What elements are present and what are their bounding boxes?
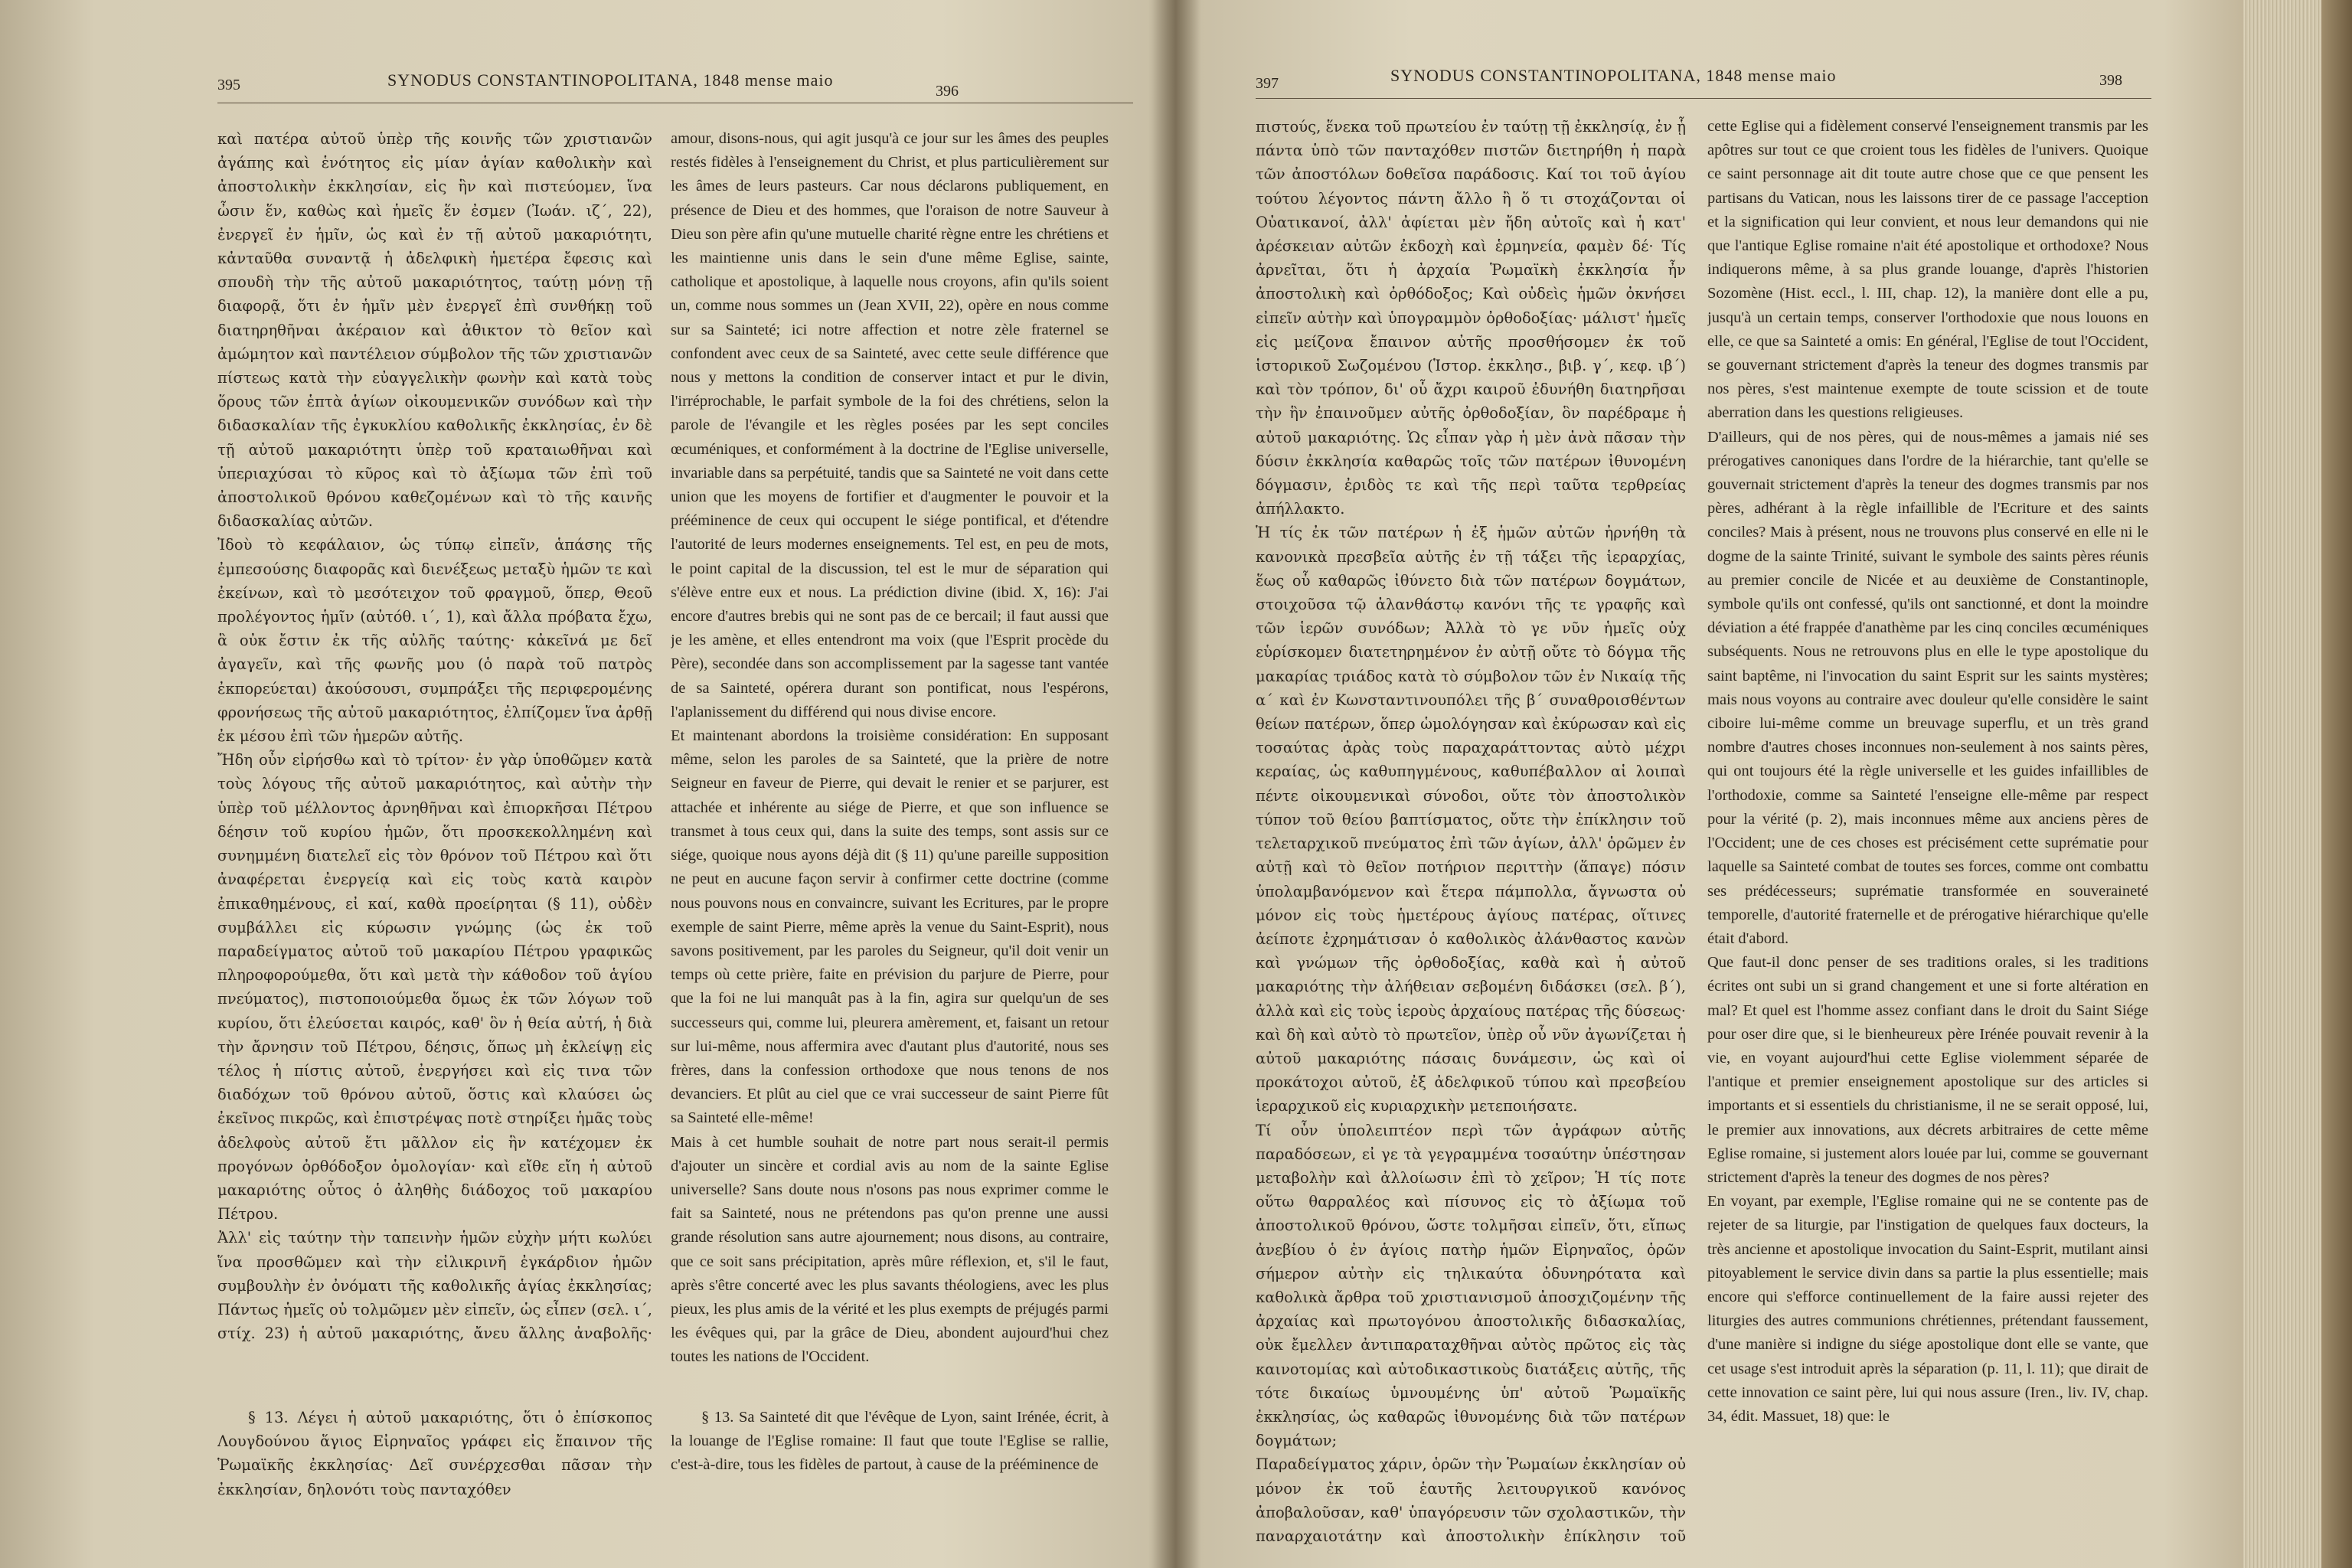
running-head-left: SYNODUS CONSTANTINOPOLITANA, 1848 mense maio — [387, 70, 834, 90]
greek-paragraph: πιστούς, ἕνεκα τοῦ πρωτείου ἐν ταύτῃ τῇ ἐκκλησίᾳ, ἐν ᾗ πάντα ὑπὸ τῶν πανταχόθεν πιστῶν διετηρήθη ἡ παρὰ τῶν ἀποστόλων δοθεῖσα παράδοσις. Καί τοι τοῦ ἁγίου τούτου λέγοντος πάντη ἄλλο ἢ ὅ τι στοχάζονται οἱ Οὐατικανοί, ἀλλ' ἀφίεται μὲν ἤδη αὐτοῖς καὶ ἡ κατ' ἀρέσκειαν αὐτῶν ἐκδοχὴ καὶ ἑρμηνεία, φαμὲν δέ· Τίς ἀρνεῖται, ὅτι ἡ ἀρχαία Ῥωμαϊκὴ ἐκκλησία ἦν ἀποστολικὴ καὶ ὀρθόδοξος; Καὶ οὐδεὶς ἡμῶν ὀκνήσει εἰπεῖν αὐτὴν καὶ ὑπογραμμὸν ὀρθοδοξίας· μάλιστ' ἡμεῖς εἰς μείζονα ἔπαινον αὐτῆς προσθήσομεν ἐκ τοῦ ἱστορικοῦ Σωζομένου (Ἱστορ. ἐκκλησ., βιβ. γ΄, κεφ. ιβ΄) καὶ τὸν τρόπον, δι' οὗ ἄχρι καιροῦ ἐδυνήθη διατηρῆσαι τὴν ἣν ἐπαινοῦμεν αὐτῆς ὀρθοδοξίαν, ὃν παρέδραμε ἡ αὐτοῦ μακαριότης. Ὡς εἶπαν γὰρ ἡ μὲν ἀνὰ πᾶσαν τὴν δύσιν ἐκκλησία καθαρῶς τοῖς τῶν πατέρων ἰθυνομένη δόγμασιν, ἐριδὸς τε καὶ τῆς περὶ ταῦτα τερθρείας ἀπήλλακτο. — [1256, 118, 1686, 518]
greek-paragraph: Ἡ τίς ἐκ τῶν πατέρων ἡ ἐξ ἡμῶν αὐτῶν ἠρνήθη τὰ κανονικὰ πρεσβεῖα αὐτῆς ἐν τῇ τάξει τῆς ἱεραρχίας, ἕως οὗ καθαρῶς ἰθύνετο διὰ τῶν πατέρων δογμάτων, στοιχοῦσα τῷ ἀλανθάστῳ κανόνι τῆς τε γραφῆς καὶ τῶν ἱερῶν συνόδων; Ἀλλὰ τὸ γε νῦν ἡμεῖς οὐχ εὑρίσκομεν διατετηρημένον ἐν αὐτῇ οὔτε τὸ δόγμα τῆς μακαρίας τριάδος κατὰ τὸ σύμβολον τῶν ἐν Νικαίᾳ τῆς α΄ καὶ ἐν Κωνσταντινουπόλει τῆς β΄ συναθροισθέντων θείων πατέρων, ὅπερ ὡμολόγησαν καὶ ἐκύρωσαν καὶ εἰς τοσαύτας ἀρὰς τοὺς παραχαράττοντας αὐτὸ μέχρι κεραίας, ὡς καθυπηγμένους, καθυπέβαλλον αἱ λοιπαὶ πέντε οἰκουμενικαὶ σύνοδοι, οὔτε τὸν ἀποστολικὸν τύπον τοῦ θείου βαπτίσματος, οὔτε τὴν ἐπίκλησιν τοῦ τελεταρχικοῦ πνεύματος ἐπὶ τῶν ἁγίων, ἀλλ' ὁρῶμεν ἐν αὐτῇ καὶ τὸ θεῖον ποτήριον περιττὴν (ἅπαγε) πόσιν ὑπολαμβανόμενον καὶ ἕτερα πάμπολλα, ἄγνωστα οὐ μόνον εἰς τοὺς ἡμετέρους ἁγίους πατέρας, οἵτινες ἀείποτε ἐχρημάτισαν ὁ καθολικὸς ἀλάνθαστος κανὼν καὶ γνώμων τῆς ὀρθοδοξίας, καθὰ καὶ ἡ αὐτοῦ μακαριότης τὴν ἀλήθειαν σεβομένη διδάσκει (σελ. β΄), ἀλλὰ καὶ εἰς τοὺς ἱεροὺς ἀρχαίους πατέρας τῆς δύσεως· καὶ δὴ καὶ αὐτὸ τὸ πρωτεῖον, ὑπὲρ οὗ νῦν ἀγωνίζεται ἡ αὐτοῦ μακαριότης πάσαις δυνάμεσιν, ὡς καὶ οἱ προκάτοχοι αὐτοῦ, ἐξ ἀδελφικοῦ τύπου καὶ πρεσβείου ἱεραρχικοῦ εἰς κυριαρχικὴν μετεποιήσατε. — [1256, 524, 1686, 1116]
page-number-left: 395 — [217, 77, 240, 93]
left-page — [0, 0, 1171, 1568]
running-head-right: SYNODUS CONSTANTINOPOLITANA, 1848 mense maio — [1390, 66, 1837, 85]
french-paragraph: D'ailleurs, qui de nos pères, qui de nous-mêmes a jamais nié ses prérogatives canoniques dans l'ordre de la hiérarchie, tant qu'elle se gouvernait strictement d'après la teneur des dogmes transmis par nos pères, adhérant à la règle infaillible de l'Ecriture et des saints conciles? Mais à présent, nous ne trouvons plus conservé en elle ni le dogme de la sainte Trinité, suivant le symbole des saints pères réunis au premier concile de Nicée et au deuxième de Constantinople, symbole qu'ils ont confessé, qu'ils ont sanctionné, et dont la moindre déviation a été frappée d'anathème par les cinq conciles œcuméniques subséquents. Nous ne retrouvons plus en elle le type apostolique du saint baptême, ni l'invocation du saint Esprit sur les saints mystères; mais nous voyons au contraire avec douleur qu'elle considère le saint ciboire lui-même comme un breuvage superflu, et un très grand nombre d'autres choses inconnues non-seulement à nos saints pères, qui ont toujours été la règle universelle et les guides infaillibles de l'orthodoxie, comme sa Sainteté l'enseigne elle-même par respect pour la vérité (p. 2), mais inconnues même aux anciens pères de l'Occident; une de ces choses est précisément cette suprématie pour laquelle sa Sainteté combat de toutes ses forces, comme ont combattu ses prédécesseurs; suprématie transformée en souveraineté temporelle, d'autorité fraternelle et de prérogative hiérarchique qu'elle était d'abord. — [1707, 428, 2148, 947]
page-number-right: 396 — [936, 83, 959, 100]
right-page — [1179, 0, 2243, 1568]
page-number-left: 397 — [1256, 75, 1279, 92]
section-13-french: § 13. Sa Sainteté dit que l'évêque de Lyon, saint Irénée, écrit, à la louange de l'Eglise romaine: Il faut que toute l'Eglise se rallie, c'est-à-dire, tous les fidèles de partout, à cause de la prééminence de — [671, 1409, 1109, 1474]
greek-section-13 — [217, 1387, 652, 1540]
french-column-right — [1707, 115, 2148, 1547]
french-paragraph: Et maintenant abordons la troisième considération: En supposant même, selon les paroles de sa Sainteté, que la prière de notre Seigneur en faveur de Pierre, qui devait le renier et se parjurer, est attachée et inhérente au siége de Pierre, et que son influence se transmet à tous ceux qui, dans la suite des temps, sont assis sur ce siége, quoique nous ayons déjà dit (§ 11) qu'une pareille supposition ne peut en aucune façon servir à confirmer cette doctrine (comme nous pouvons nous en convaincre, suivant les Ecritures, par le propre exemple de saint Pierre, même après la venue du Saint-Esprit), nous savons positivement, par les paroles du Seigneur, qu'il doit venir un temps où cette prière, faite en prévision du parjure de Pierre, pour que la foi ne lui manquât pas à la fin, agira sur quelqu'un de ses successeurs qui, comme lui, pleurera amèrement, et, faisant un retour sur lui-même, nous affermira avec d'autant plus d'autorité, nous ses frères, dans la confession orthodoxe que nous tenons de nos devanciers. Et plût au ciel que ce vrai successeur de saint Pierre fût sa Sainteté elle-même! — [671, 727, 1109, 1127]
greek-paragraph: καὶ πατέρα αὐτοῦ ὑπὲρ τῆς κοινῆς τῶν χριστιανῶν ἀγάπης καὶ ἑνότητος εἰς μίαν ἁγίαν καθολικὴν καὶ ἀποστολικὴν ἐκκλησίαν, εἰς ἣν καὶ πιστεύομεν, ἵνα ὦσιν ἕν, καθὼς καὶ ἡμεῖς ἕν ἐσμεν (Ἰωάν. ιζ΄, 22), ἐνεργεῖ ἐν ἡμῖν, ὡς καὶ ἐν τῇ αὐτοῦ μακαριότητι, κἀνταῦθα συναντᾷ ἡ ἀδελφικὴ ἡμετέρα ἔφεσις καὶ σπουδὴ τὴν τῆς αὐτοῦ μακαριότητος, ταύτῃ μόνῃ τῇ διαφορᾷ, ὅτι ἐν ἡμῖν μὲν ἐνεργεῖ ἐπὶ συνθήκῃ τοῦ διατηρηθῆναι ἀκέραιον καὶ ἀθικτον τὸ θεῖον καὶ ἀμώμητον καὶ παντέλειον σύμβολον τῆς τῶν χριστιανῶν πίστεως κατὰ τὴν εὐαγγελικὴν φωνὴν καὶ κατὰ τοὺς ὅρους τῶν ἑπτὰ ἁγίων οἰκουμενικῶν συνόδων καὶ τὴν διδασκαλίαν τῆς ἐγκυκλίου καθολικῆς ἐκκλησίας, ἐν δὲ τῇ αὐτοῦ μακαριότητι ὑπὲρ τοῦ κραταιωθῆναι καὶ ὑπεριαχύσαι τὸ κῦρος καὶ τὸ ἀξίωμα τῶν ἐπὶ τοῦ ἀποστολικοῦ θρόνου καθεζομένων καὶ τὸ τῆς καινῆς διδασκαλίας αὐτῶν. — [217, 130, 652, 531]
french-paragraph: Que faut-il donc penser de ses traditions orales, si les traditions écrites ont subi un si grand changement et une si forte altération en mal? Et quel est l'homme assez confiant dans le droit du Saint Siége pour oser dire que, si le bienheureux père Irénée pouvait revenir à la vie, en voyant aujourd'hui cette Eglise violemment séparée de l'antique et premier enseignement apostolique sur des articles si importants et si essentiels du christianisme, il ne se serait opposé, lui, le premier aux innovations, aux décrets arbitraires de cette même Eglise romaine, si justement alors louée par lui, comme se gouvernant strictement d'après la teneur des dogmes de nos pères? — [1707, 954, 2148, 1186]
page-number-right: 398 — [2099, 72, 2122, 89]
french-paragraph: amour, disons-nous, qui agit jusqu'à ce jour sur les âmes des peuples restés fidèles à l'enseignement du Christ, et plus particulièrement sur les âmes de leurs pasteurs. Car nous déclarons publiquement, en présence de Dieu et des hommes, que l'oraison de notre Sauveur à Dieu son père afin qu'une mutuelle charité règne entre les chrétiens et les maintienne unis dans le sein d'une même Eglise, sainte, catholique et apostolique, à laquelle nous croyons, afin qu'ils soient un, comme nous sommes un (Jean XVII, 22), opère en nous comme sur sa Sainteté; ici notre affection et notre zèle fraternel se confondent avec ceux de sa Sainteté, avec cette seule différence que nous y mettons la condition de conserver intact et pur le divin, l'irréprochable, le parfait symbole de la foi des chrétiens, selon la parole de l'évangile et les règles posées par les sept conciles œcuméniques, et conformément à la doctrine de l'Eglise universelle, invariable dans sa perpétuité, tandis que sa Sainteté ne voit dans cette union que les moyens de fortifier et d'augmenter le pouvoir et la prééminence de ceux qui occupent le siége pontifical, et d'étendre l'autorité de leurs modernes enseignements. Tel est, en peu de mots, le point capital de la discussion, tel est le mur de séparation qui s'élève entre eux et nous. La prédiction divine (ibid. X, 16): J'ai encore d'autres brebis qui ne sont pas de ce bercail; il faut aussi que je les amène, et elles entendront ma voix (que l'Esprit procède du Père), secondée dans son accomplissement par la sagesse tant vantée de sa Sainteté, opérera durant son pontificat, nous l'espérons, l'aplanissement du différend qui nous divise encore. — [671, 130, 1109, 720]
french-paragraph: Mais à cet humble souhait de notre part nous serait-il permis d'ajouter un sincère et cordial avis au nom de la sainte Eglise universelle? Sans doute nous n'osons pas nous exprimer comme le fait sa Sainteté, nous ne prétendons pas qu'on prenne une aussi grande résolution sans autre ajournement; nous disons, au contraire, que ce soit sans précipitation, après mûre réflexion, et, s'il le faut, après s'être concerté avec les plus savants théologiens, avec les plus pieux, les plus amis de la vérité et les plus exempts de préjugés parmi les évêques qui, par la grâce de Dieu, abondent aujourd'hui chez toutes les nations de l'Occident. — [671, 1133, 1109, 1366]
greek-column-right — [1256, 115, 1686, 1547]
french-column-left — [671, 127, 1109, 1375]
greek-paragraph: Ἤδη οὖν εἰρήσθω καὶ τὸ τρίτον· ἐν γὰρ ὑποθῶμεν κατὰ τοὺς λόγους τῆς αὐτοῦ μακαριότητος, καὶ αὐτὴν τὴν ὑπὲρ τοῦ μέλλοντος ἀρνηθῆναι καὶ ἐπιορκῆσαι Πέτρου δέησιν τοῦ κυρίου ἡμῶν, ὅτι προσκεκολλημένη καὶ συνημμένη διατελεῖ εἰς τὸν θρόνον τοῦ Πέτρου καὶ ὅτι ἀναφέρεται ἐνεργείᾳ καὶ εἰς τοὺς κατὰ καιρὸν ἐπικαθημένους, εἰ καί, καθὰ προείρηται (§ 11), οὐδὲν συμβάλλει εἰς κύρωσιν γνώμης (ὡς ἐκ τοῦ παραδείγματος αὐτοῦ τοῦ μακαρίου Πέτρου γραφικῶς πληροφορούμεθα, ὅτι καὶ μετὰ τὴν κάθοδον τοῦ ἁγίου πνεύματος), πιστοποιούμεθα ὅμως ἐκ τῶν λόγων τοῦ κυρίου, ὅτι ἐλεύσεται καιρός, καθ' ὃν ἡ θεία αὐτή, ἡ διὰ τὴν ἄρνησιν τοῦ Πέτρου, δέησις, ὅπως μὴ ἐκλείψῃ εἰς τέλος ἡ πίστις αὐτοῦ, ἐνεργήσει καὶ εἰς τινα τῶν διαδόχων τοῦ θρόνου αὐτοῦ, ὅστις καὶ κλαύσει ὡς ἐκεῖνος πικρῶς, καὶ ἐπιστρέψας ποτὲ στηρίξει ἡμᾶς τοὺς ἀδελφοὺς αὐτοῦ ἔτι μᾶλλον εἰς ἣν κατέχομεν ἐκ προγόνων ὀρθόδοξον ὁμολογίαν· καὶ εἴθε εἴη ἡ αὐτοῦ μακαριότης οὗτος ὁ ἀληθὴς διάδοχος τοῦ μακαρίου Πέτρου. — [217, 751, 652, 1223]
greek-paragraph: Ἀλλ' εἰς ταύτην τὴν ταπεινὴν ἡμῶν εὐχὴν μήτι κωλύει ἵνα προσθῶμεν καὶ τὴν εἰλικρινῆ ἐγκάρδιον ἡμῶν συμβουλὴν ἐν ὀνόματι τῆς καθολικῆς ἁγίας ἐκκλησίας; Πάντως ἡμεῖς οὐ τολμῶμεν μὲν εἰπεῖν, ὡς εἶπεν (σελ. ι΄, στίχ. 23) ἡ αὐτοῦ μακαριότης, ἄνευ ἄλλης ἀναβολῆς· — [217, 1229, 652, 1343]
french-paragraph: En voyant, par exemple, l'Eglise romaine qui ne se contente pas de rejeter de sa liturgie, par l'instigation de quelques faux docteurs, la très ancienne et apostolique invocation du Saint-Esprit, mutilant ainsi pitoyablement le service divin dans sa partie la plus essentielle; mais encore qui s'efforce continuellement de la faire aussi rejeter des liturgies des autres communions chrétiennes, prétendant faussement, d'une manière si indigne du siége apostolique dont elle se vante, que cet usage s'est introduit après la séparation (p. 11, l. 11); que dirait de cette innovation ce saint père, lui qui nous assure (Iren., liv. IV, chap. 34, édit. Massuet, 18) que: le — [1707, 1193, 2148, 1425]
header-rule — [1256, 98, 2151, 99]
section-13-greek: § 13. Λέγει ἡ αὐτοῦ μακαριότης, ὅτι ὁ ἐπίσκοπος Λουγδούνου ἅγιος Εἰρηναῖος γράφει εἰς ἔπαινον τῆς Ῥωμαϊκῆς ἐκκλησίας· Δεῖ συνέρχεσθαι πᾶσαν τὴν ἐκκλησίαν, δηλονότι τοὺς πανταχόθεν — [217, 1409, 652, 1498]
french-paragraph: cette Eglise qui a fidèlement conservé l'enseignement transmis par les apôtres sur tout ce que croient tous les fidèles de l'univers. Quoique ce saint personnage ait dit toute autre chose que ce que pensent les partisans du Vatican, nous les laissons tirer de ce passage l'acception et la signification qui leur convient, et nous leur demandons qui nie que l'antique Eglise romaine n'ait été apostolique et orthodoxe? Nous indiquerons même, à sa plus grande louange, d'après l'historien Sozomène (Hist. eccl., l. III, chap. 12), la manière dont elle a pu, jusqu'à un certain temps, conserver l'orthodoxie que nous louons en elle, ce que sa Sainteté a omis: En général, l'Eglise de tout l'Occident, se gouvernant strictement d'après la teneur des dogmes transmis par nos pères, s'est maintenue exempte de toute scission et de toute aberration dans les questions religieuses. — [1707, 118, 2148, 422]
greek-paragraph: Παραδείγματος χάριν, ὁρῶν τὴν Ῥωμαίων ἐκκλησίαν οὐ μόνον ἐκ τοῦ ἑαυτῆς λειτουργικοῦ κανόνος ἀποβαλοῦσαν, καθ' ὑπαγόρευσιν τῶν σχολαστικῶν, τὴν παναρχαιοτάτην καὶ ἀποστολικὴν ἐπίκλησιν τοῦ — [1256, 1455, 1686, 1545]
greek-paragraph: Τί οὖν ὑπολειπτέον περὶ τῶν ἀγράφων αὐτῆς παραδόσεων, εἰ γε τὰ γεγραμμένα τοσαύτην ὑπέστησαν μεταβολὴν καὶ ἀλλοίωσιν ἐπὶ τὸ χεῖρον; Ἡ τίς ποτε οὕτω θαρραλέος καὶ πίσυνος εἰς τὸ ἀξίωμα τοῦ ἀποστολικοῦ θρόνου, ὥστε τολμῆσαι εἰπεῖν, ὅτι, εἴπως ἀνεβίου ὁ ἐν ἁγίοις πατὴρ ἡμῶν Εἰρηναῖος, ὁρῶν σήμερον αὐτὴν εἰς τηλικαύτα ὀδυνηρότατα καὶ καθολικὰ ἄρθρα τοῦ χριστιανισμοῦ ἀποσχιζομένην τῆς ἀρχαίας καὶ πρωτογόνου ἀποστολικῆς διδασκαλίας, οὐκ ἔμελλεν ἀντιπαραταχθῆναι αὐτὸς πρῶτος εἰς τὰς καινοτομίας καὶ αὐτοδικαστικοὺς διατάξεις αὐτῆς, τῆς τότε δικαίως ὑμνουμένης ὑπ' αὐτοῦ Ῥωμαϊκῆς ἐκκλησίας, ὡς καθαρῶς ἰθυνομένης διὰ τῶν πατέρων δογμάτων; — [1256, 1121, 1686, 1450]
page-edges — [2243, 0, 2352, 1568]
french-section-13 — [671, 1387, 1109, 1540]
greek-paragraph: Ἰδοὺ τὸ κεφάλαιον, ὡς τύπῳ εἰπεῖν, ἁπάσης τῆς ἐμπεσούσης διαφορᾶς καὶ διενέξεως μεταξὺ ἡμῶν τε καὶ ἐκείνων, καὶ τὸ μεσότειχον τοῦ φραγμοῦ, ὅπερ, Θεοῦ προλέγοντος ἡμῖν (αὐτόθ. ι΄, 1), καὶ ἄλλα πρόβατα ἔχω, ἃ οὐκ ἔστιν ἐκ τῆς αὐλῆς ταύτης· κἀκεῖνά με δεῖ ἀγαγεῖν, καὶ τῆς φωνῆς μου (ὁ παρὰ τοῦ πατρὸς ἐκπορεύεται) ἀκούσουσι, συμπράξει τῆς περιφερομένης φρονήσεως τῆς αὐτοῦ μακαριότητος, ἐλπίζομεν ἵνα ἀρθῇ ἐκ μέσου ἐπὶ τῶν ἡμερῶν αὐτῆς. — [217, 536, 652, 746]
greek-column-left — [217, 127, 652, 1344]
